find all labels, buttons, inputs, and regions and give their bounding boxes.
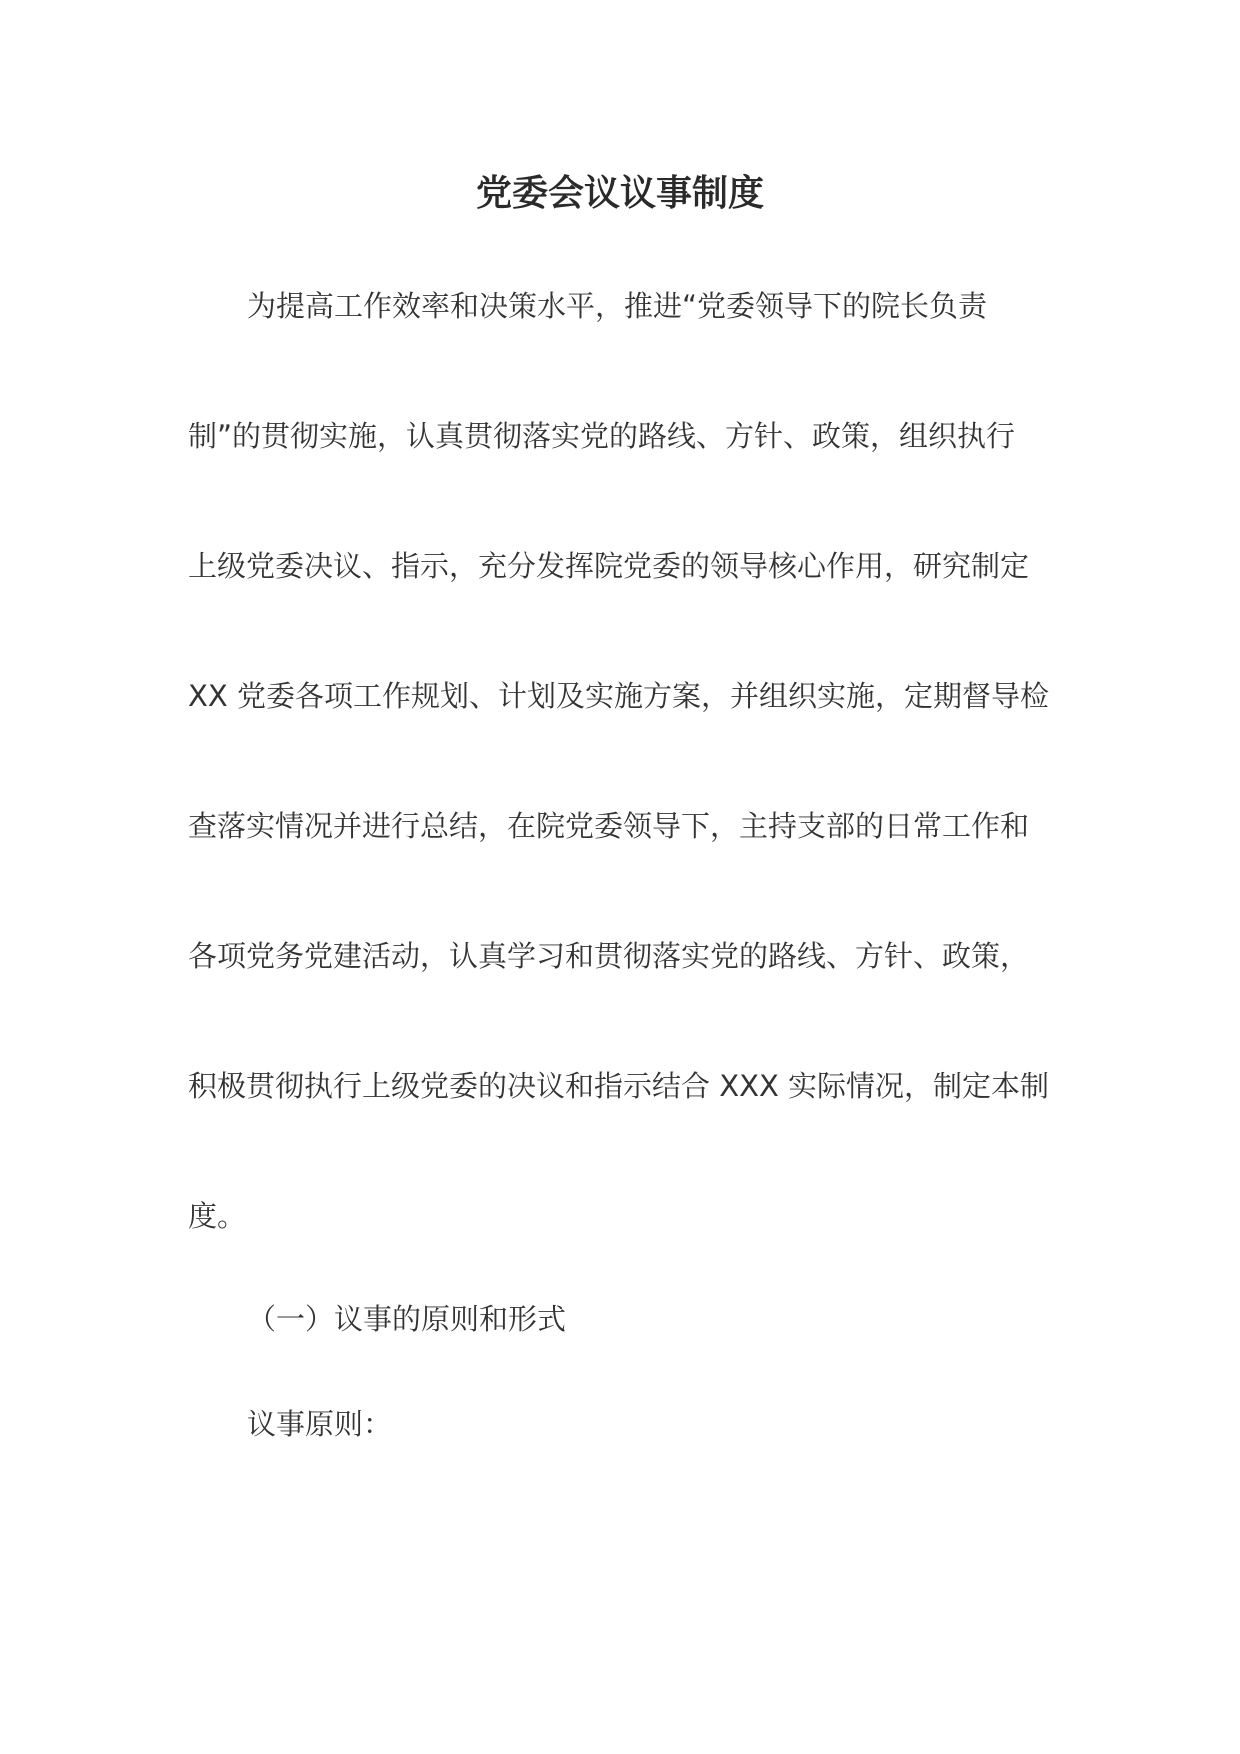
subheading: 议事原则：: [247, 1407, 393, 1441]
paragraph-line: 制”的贯彻实施，认真贯彻落实党的路线、方针、政策，组织执行: [188, 419, 1016, 453]
paragraph-line: 积极贯彻执行上级党委的决议和指示结合 XXX 实际情况，制定本制: [188, 1069, 1050, 1103]
paragraph-line: 上级党委决议、指示，充分发挥院党委的领导核心作用，研究制定: [188, 549, 1030, 583]
paragraph-line: 为提高工作效率和决策水平，推进“党委领导下的院长负责: [247, 289, 988, 323]
paragraph-line: XX 党委各项工作规划、计划及实施方案，并组织实施，定期督导检: [188, 679, 1049, 713]
paragraph-line: 查落实情况并进行总结，在院党委领导下，主持支部的日常工作和: [188, 809, 1030, 843]
paragraph-line: 度。: [188, 1199, 247, 1233]
document-title: 党委会议议事制度: [475, 173, 764, 214]
section-heading: （一）议事的原则和形式: [247, 1302, 567, 1336]
paragraph-line: 各项党务党建活动，认真学习和贯彻落实党的路线、方针、政策，: [188, 939, 1030, 973]
